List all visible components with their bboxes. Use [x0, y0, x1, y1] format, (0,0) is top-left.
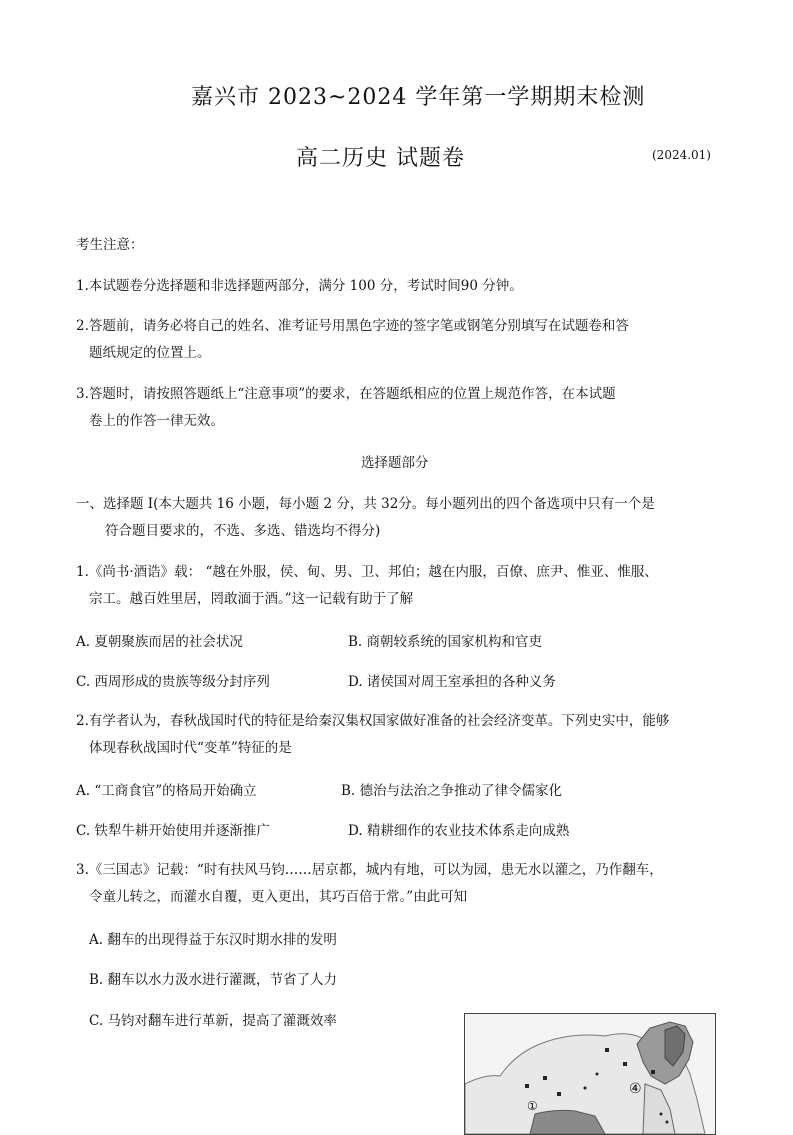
section-instruction-cont: 符合题目要求的，不选、多选、错选均不得分): [105, 523, 381, 539]
question-1-stem: 1.《尚书·酒诰》载： “越在外服，侯、甸、男、卫、邦伯；越在内服，百僚、庶尹、惟亚、惟服、: [76, 564, 658, 580]
question-1-option-d: D. 诸侯国对周王室承担的各种义务: [348, 674, 556, 690]
section-title: 选择题部分: [361, 455, 429, 471]
question-2-stem: 2.有学者认为，春秋战国时代的特征是给秦汉集权国家做好准备的社会经济变革。下列史实中，能够: [76, 713, 670, 729]
notice-heading: 考生注意：: [76, 237, 144, 253]
map-illustration: [465, 1014, 715, 1134]
question-1-option-c: C. 西周形成的贵族等级分封序列: [76, 674, 270, 690]
question-2-option-a: A. “工商食官”的格局开始确立: [76, 783, 257, 799]
section-instruction: 一、选择题 I(本大题共 16 小题，每小题 2 分，共 32分。每小题列出的四个备选项中只有一个是: [76, 496, 655, 512]
question-2-option-c: C. 铁犁牛耕开始使用并逐渐推广: [76, 823, 270, 839]
question-3-option-c: C. 马钧对翻车进行革新，提高了灌溉效率: [89, 1013, 337, 1029]
exam-date: (2024.01): [652, 148, 711, 162]
question-3-option-a: A. 翻车的出现得益于东汉时期水排的发明: [89, 932, 337, 948]
exam-subtitle: 高二历史 试题卷: [296, 146, 465, 171]
question-3-stem-cont: 令童儿转之，而灌水自覆，更入更出，其巧百倍于常。”由此可知: [89, 889, 468, 905]
question-1-option-b: B. 商朝较系统的国家机构和官吏: [348, 634, 543, 650]
notice-item-3: 3.答题时，请按照答题纸上“注意事项”的要求，在答题纸相应的位置上规范作答，在本试题: [76, 386, 616, 402]
historical-map-figure: [464, 1013, 716, 1135]
notice-item-1: 1.本试题卷分选择题和非选择题两部分，满分 100 分，考试时间90 分钟。: [76, 278, 523, 294]
question-2-stem-cont: 体现春秋战国时代“变革”特征的是: [89, 740, 292, 756]
notice-item-3-cont: 卷上的作答一律无效。: [89, 413, 224, 429]
question-2-option-b: B. 德治与法治之争推动了律令儒家化: [341, 783, 563, 799]
map-marker-1: ①: [527, 1099, 538, 1113]
exam-title: 嘉兴市 2023~2024 学年第一学期期末检测: [191, 85, 646, 110]
question-3-option-b: B. 翻车以水力汲水进行灌溉，节省了人力: [89, 972, 338, 988]
notice-item-2-cont: 题纸规定的位置上。: [89, 345, 211, 361]
question-3-stem: 3.《三国志》记载：“时有扶风马钧……居京都，城内有地，可以为园，患无水以灌之，乃作翻车，: [76, 862, 663, 878]
notice-item-2: 2.答题前，请务必将自己的姓名、准考证号用黑色字迹的签字笔或钢笔分别填写在试题卷和答: [76, 318, 629, 334]
map-marker-4: ④: [629, 1081, 642, 1097]
question-1-option-a: A. 夏朝聚族而居的社会状况: [76, 634, 243, 650]
question-2-option-d: D. 精耕细作的农业技术体系走向成熟: [348, 823, 570, 839]
question-1-stem-cont: 宗工。越百姓里居，罔敢湎于酒。”这一记载有助于了解: [89, 591, 414, 607]
